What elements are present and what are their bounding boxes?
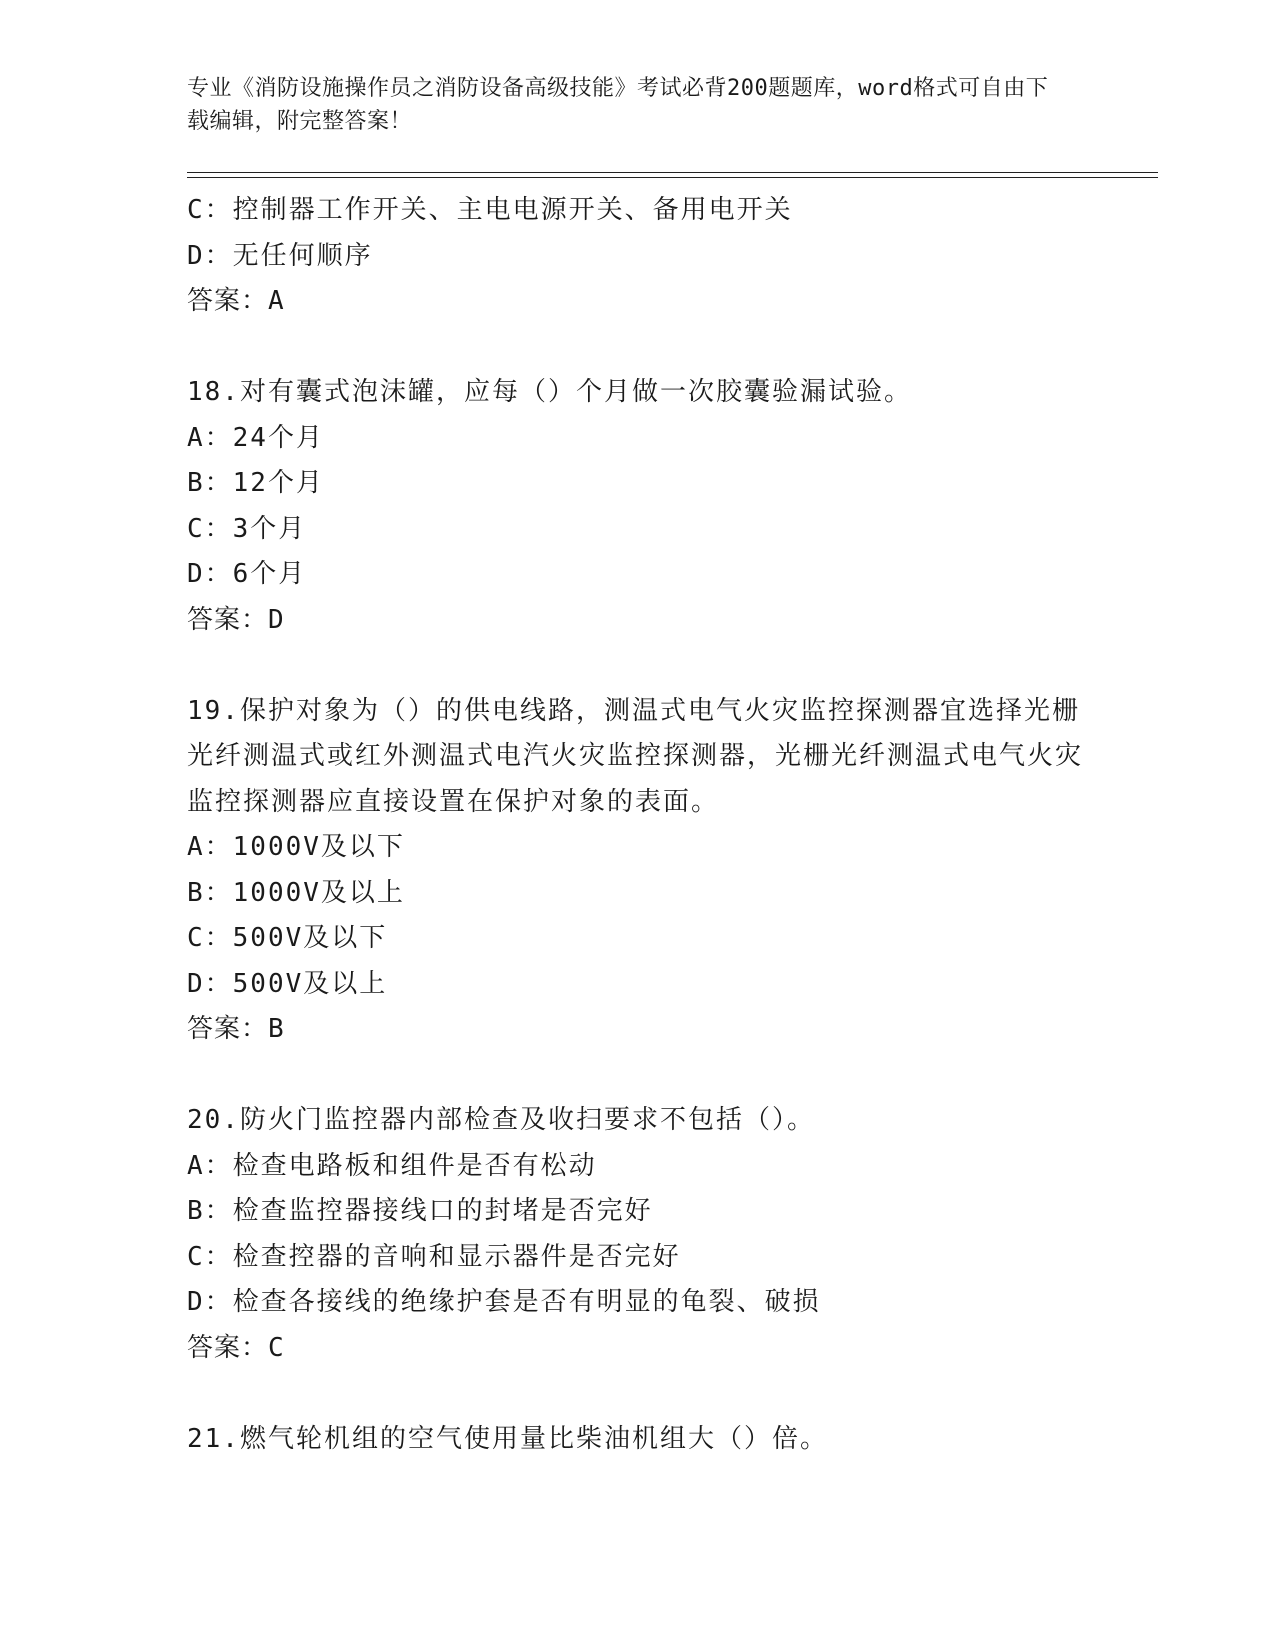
- answer-label: 答案：: [187, 604, 269, 635]
- answer-value: C: [268, 1332, 285, 1363]
- option-label: C：: [187, 513, 233, 544]
- answer-line: [187, 598, 1087, 644]
- option-text: 无任何顺序: [232, 240, 373, 271]
- document-body: [187, 188, 1087, 1462]
- option-label: C：: [187, 923, 233, 953]
- option-text: 1000V及以下: [232, 832, 405, 862]
- option-label: C：: [187, 1241, 233, 1272]
- question-20: [187, 1098, 1087, 1371]
- option-label: B：: [187, 1196, 233, 1226]
- document-header: [187, 72, 1067, 138]
- option-label: D：: [187, 559, 233, 589]
- header-rule-top: [187, 172, 1158, 173]
- option-text: 500V及以上: [232, 968, 388, 999]
- option-label: B：: [187, 468, 233, 498]
- option-label: A：: [187, 1150, 233, 1181]
- question-19: [187, 689, 1087, 1053]
- header-text: 专业《消防设施操作员之消防设备高级技能》考试必背200题题库，word格式可自由下载编辑，附完整答案！: [187, 76, 1049, 134]
- option-label: C：: [187, 195, 233, 225]
- question-stem: 保护对象为（）的供电线路，测温式电气火灾监控探测器宜选择光栅光纤测温式或红外测温式电汽火灾监控探测器，光栅光纤测温式电气火灾监控探测器应直接设置在保护对象的表面。: [187, 695, 1084, 817]
- option-label: A：: [187, 422, 233, 453]
- option-text: 检查电路板和组件是否有松动: [232, 1150, 597, 1181]
- option-label: D：: [187, 240, 233, 271]
- option-text: 500V及以下: [232, 923, 388, 953]
- option-text: 控制器工作开关、主电电源开关、备用电开关: [232, 195, 793, 225]
- option-text: 检查各接线的绝缘护套是否有明显的龟裂、破损: [232, 1287, 821, 1317]
- option-text: 24个月: [232, 422, 324, 453]
- question-21: [187, 1417, 1087, 1463]
- question-text: [187, 689, 1087, 826]
- answer-value: B: [268, 1014, 285, 1044]
- answer-line: [187, 1007, 1087, 1053]
- answer-value: D: [268, 604, 285, 635]
- option-text: 1000V及以上: [232, 877, 405, 908]
- option-label: B：: [187, 877, 233, 908]
- question-stem: 燃气轮机组的空气使用量比柴油机组大（）倍。: [239, 1423, 828, 1454]
- option-label: D：: [187, 968, 233, 999]
- option-a: [187, 416, 1087, 462]
- option-d: [187, 234, 1087, 280]
- option-text: 检查控器的音响和显示器件是否完好: [232, 1241, 681, 1272]
- option-a: [187, 1144, 1087, 1190]
- question-number: 21.: [187, 1423, 240, 1454]
- option-b: [187, 871, 1087, 917]
- header-rule-bottom: [187, 177, 1158, 178]
- option-c: [187, 507, 1087, 553]
- question-number: 19.: [187, 695, 240, 726]
- option-c: [187, 1235, 1087, 1281]
- option-text: 检查监控器接线口的封堵是否完好: [232, 1196, 653, 1226]
- answer-value: A: [268, 286, 285, 316]
- option-text: 6个月: [232, 559, 307, 589]
- option-b: [187, 461, 1087, 507]
- answer-label: 答案：: [187, 1332, 269, 1363]
- question-text: [187, 1417, 1087, 1463]
- answer-label: 答案：: [187, 286, 269, 316]
- question-number: 20.: [187, 1105, 240, 1135]
- option-d: [187, 1280, 1087, 1326]
- question-number: 18.: [187, 377, 240, 407]
- option-text: 3个月: [232, 513, 307, 544]
- option-text: 12个月: [232, 468, 324, 498]
- option-a: [187, 825, 1087, 871]
- question-stem: 防火门监控器内部检查及收扫要求不包括（）。: [239, 1105, 815, 1135]
- option-d: [187, 962, 1087, 1008]
- answer-line: [187, 279, 1087, 325]
- option-c: [187, 916, 1087, 962]
- question-stem: 对有囊式泡沫罐，应每（）个月做一次胶囊验漏试验。: [239, 377, 912, 407]
- question-18: [187, 370, 1087, 643]
- question-17-continuation: [187, 188, 1087, 325]
- answer-line: [187, 1326, 1087, 1372]
- option-c: [187, 188, 1087, 234]
- option-label: A：: [187, 832, 233, 862]
- question-text: [187, 370, 1087, 416]
- option-label: D：: [187, 1287, 233, 1317]
- option-b: [187, 1189, 1087, 1235]
- option-d: [187, 552, 1087, 598]
- answer-label: 答案：: [187, 1014, 269, 1044]
- question-text: [187, 1098, 1087, 1144]
